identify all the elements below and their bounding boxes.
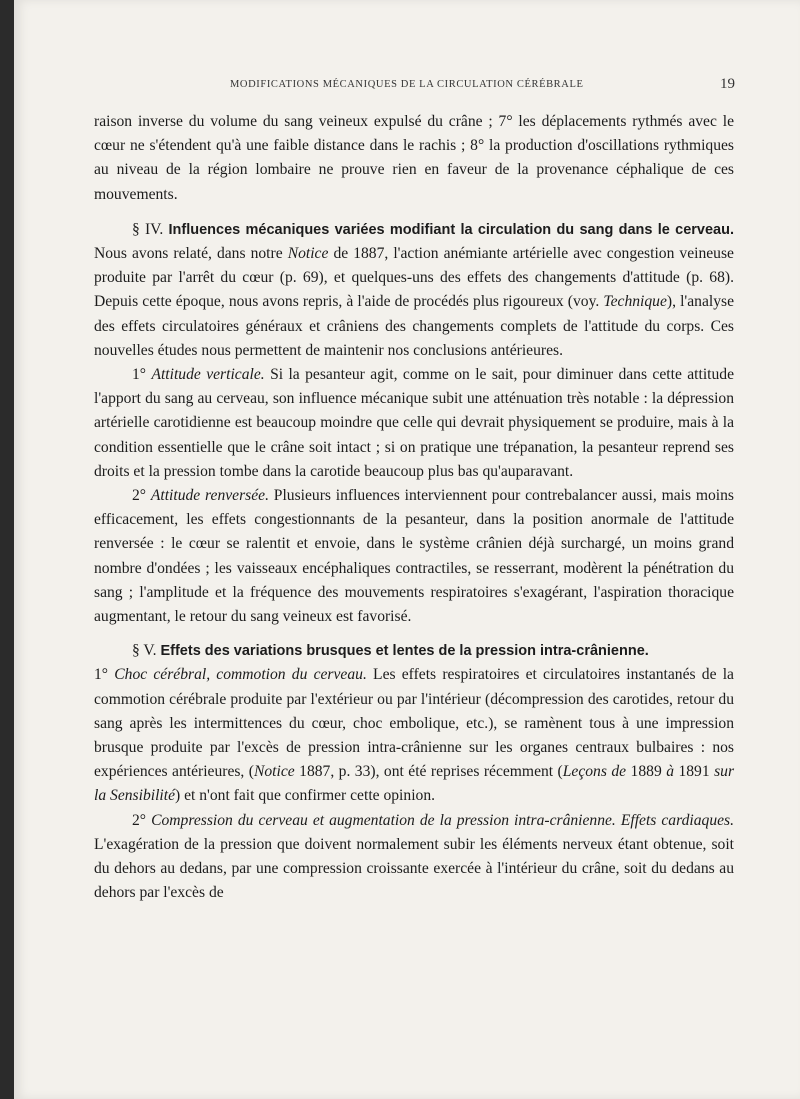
section-number: § IV. [132, 220, 164, 238]
running-title: MODIFICATIONS MÉCANIQUES DE LA CIRCULATION CÉRÉBRALE [230, 79, 584, 90]
item-number: 2° [132, 487, 147, 505]
italic-ref: Notice [287, 245, 329, 263]
item-number: 1° [132, 366, 147, 384]
text-run: 1891 [678, 763, 710, 781]
italic-ref: Notice [253, 763, 295, 781]
italic-ref: Leçons de [562, 763, 627, 781]
italic-ref: sur la Sensibilité [94, 763, 735, 805]
section-title: Influences mécaniques variées modifiant la circulation du sang dans le cerveau. [168, 221, 734, 238]
italic-ref: à [666, 763, 674, 781]
text-run: 1887, p. 33), ont été reprises récemment ( [299, 763, 563, 781]
text-run: ) et n'ont fait que confirmer cette opinion. [175, 787, 436, 805]
text-run: de 1887, l'action anémiante artérielle avec congestion veineuse produite par l'arrêt du cœur (p. 69), et quelques-uns des effets des changements d'attitude (p. 68). Depuis cette époque, nous avons repris, à l'aide de procédés plus rigoureux (voy. [94, 245, 734, 311]
text-run: Si la pesanteur agit, comme on le sait, pour diminuer dans cette attitude l'apport du sang au cerveau, son influence mécanique subit une atténuation très notable : la dépression artérielle carotidienne est beaucoup moindre que celle qui devrait physiquement se produire, mais à la condition essentielle que le crâne soit intact ; si on pratique une trépanation, la pesanteur reprend ses droits et la pression tombe dans la carotide beaucoup plus bas qu'auparavant. [94, 366, 735, 480]
section-iv [94, 218, 734, 363]
item-number: 2° [132, 811, 147, 829]
italic-ref: Technique [603, 293, 667, 311]
paragraph-attitude-verticale [94, 363, 734, 484]
paragraph-continuation: raison inverse du volume du sang veineux expulsé du crâne ; 7° les déplacements rythmés avec le cœur ne s'étendent qu'à une faible distance dans le rachis ; 8° la production d'oscillations rythmiques au niveau de la région lombaire ne prouve rien en faveur de la provenance céphalique de ces mouvements. [94, 113, 734, 203]
book-page [14, 0, 800, 1099]
paragraph-attitude-renversee [94, 484, 734, 629]
text-run: L'exagération de la pression que doivent normalement subir les éléments nerveux étant obtenue, soit du dehors au dedans, par une compression croissante exercée à l'intérieur du crâne, soit du dedans au dehors par l'excès de [94, 835, 734, 902]
section-v [94, 639, 734, 663]
text-run: ), l'analyse des effets circulatoires généraux et crâniens des changements complets de l'attitude du corps. Ces nouvelles études nous permettent de maintenir nos conclusions antérieures. [94, 293, 734, 359]
item-title: Attitude verticale. [151, 366, 265, 384]
paragraph-compression [94, 809, 734, 906]
item-number: 1° [94, 666, 109, 684]
page-body [94, 110, 734, 906]
paragraph-choc-cerebral [94, 663, 734, 808]
item-title: Compression du cerveau et augmentation de la pression intra-crânienne. Effets cardiaques. [151, 811, 734, 829]
item-title: Attitude renversée. [150, 487, 269, 505]
text-run: Plusieurs influences interviennent pour contrebalancer aussi, mais moins efficacement, les effets congestionnants de la pesanteur, dans la position anormale de l'attitude renversée : le cœur se ralentit et envoie, dans le système crânien déjà surchargé, un moins grand nombre d'ondées ; les vaisseaux encéphaliques contractiles, se resserrant, modèrent la pénétration du sang ; l'amplitude et la fréquence des mouvements respiratoires s'exagérant, l'aspiration thoracique augmentant, le retour du sang veineux est favorisé. [94, 487, 734, 626]
running-header [230, 76, 735, 92]
item-title: Choc cérébral, commotion du cerveau. [114, 666, 367, 684]
section-title: Effets des variations brusques et lentes de la pression intra-crânienne. [160, 643, 649, 660]
text-run: Nous avons relaté, dans notre [94, 245, 283, 263]
text-run: Les effets respiratoires et circulatoires instantanés de la commotion cérébrale produite par l'extérieur ou par l'intérieur (décompression des carotides, retour du sang après les intermittences du cœur, choc embolique, etc.), se ramènent tous à une impression brusque produite par l'excès de pression intra-crânienne sur les organes centraux bulbaires : nos expériences antérieures, ( [94, 666, 734, 781]
text-run: 1889 [630, 763, 662, 781]
page-number: 19 [720, 76, 735, 92]
section-number: § V. [132, 642, 157, 660]
